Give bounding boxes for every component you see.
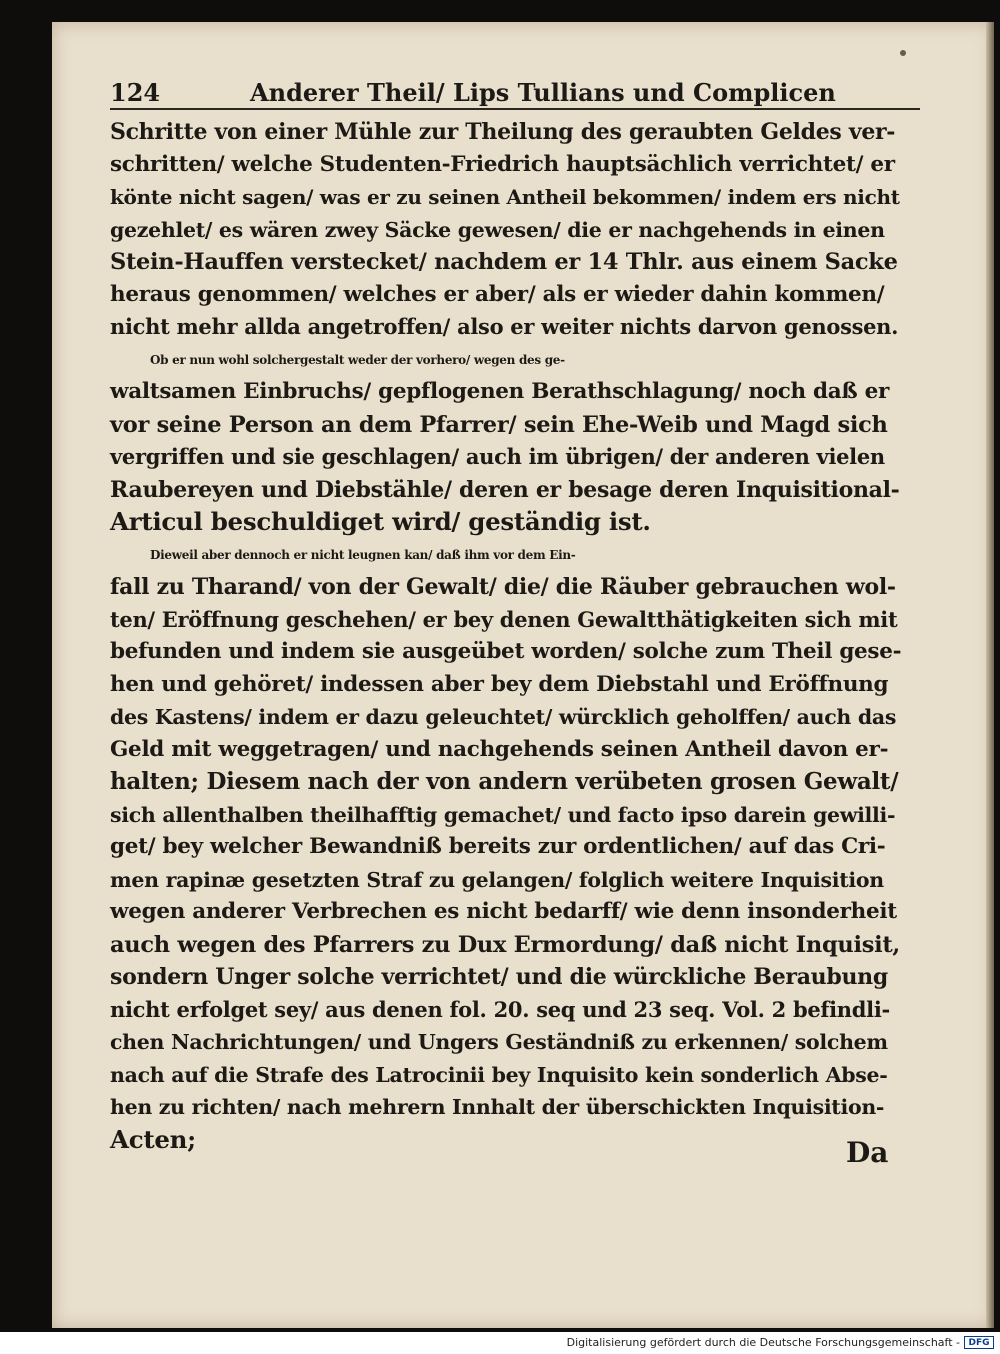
page-speck xyxy=(900,50,906,56)
text-line: befunden und indem sie ausgeübet worden/ solche zum Theil gese- xyxy=(110,639,902,664)
text-line: nicht erfolget sey/ aus denen fol. 20. seq und 23 seq. Vol. 2 befindli- xyxy=(110,996,890,1022)
dfg-logo[interactable]: DFG xyxy=(964,1336,994,1349)
catchword: Da xyxy=(846,1136,889,1169)
text-line: gezehlet/ es wären zwey Säcke gewesen/ die er nachgehends in einen xyxy=(110,217,885,242)
text-line: hen zu richten/ nach mehrern Innhalt der überschickten Inquisition- xyxy=(110,1095,885,1119)
text-line: sondern Unger solche verrichtet/ und die würckliche Beraubung xyxy=(110,964,888,990)
text-line: Ob er nun wohl solchergestalt weder der vorhero/ wegen des ge- xyxy=(150,352,565,367)
text-line: waltsamen Einbruchs/ gepflogenen Berathschlagung/ noch daß er xyxy=(110,379,890,404)
text-line: Schritte von einer Mühle zur Theilung des geraubten Geldes ver- xyxy=(110,119,896,145)
text-line: auch wegen des Pfarrers zu Dux Ermordung/ daß nicht Inquisit, xyxy=(110,931,900,958)
text-line: men rapinæ gesetzten Straf zu gelangen/ folglich weitere Inquisition xyxy=(110,867,884,892)
text-line: fall zu Tharand/ von der Gewalt/ die/ die Räuber gebrauchen wol- xyxy=(110,574,896,600)
text-line: vergriffen und sie geschlagen/ auch im übrigen/ der anderen vielen xyxy=(110,444,885,469)
page-header xyxy=(110,62,890,112)
text-line: Geld mit weggetragen/ und nachgehends seinen Antheil davon er- xyxy=(110,736,889,762)
page-edge-shadow xyxy=(986,22,994,1328)
text-line: vor seine Person an dem Pfarrer/ sein Ehe-Weib und Magd sich xyxy=(110,411,888,438)
page-number: 124 xyxy=(110,78,161,107)
text-line: halten; Diesem nach der von andern verübeten grosen Gewalt/ xyxy=(110,768,899,795)
footer-bar xyxy=(0,1332,1000,1354)
text-line: Stein-Hauffen verstecket/ nachdem er 14 Thlr. aus einem Sacke xyxy=(110,249,898,275)
text-line: Dieweil aber dennoch er nicht leugnen kan/ daß ihm vor dem Ein- xyxy=(150,547,576,562)
text-line: nicht mehr allda angetroffen/ also er weiter nichts darvon genossen. xyxy=(110,314,899,339)
body-text xyxy=(110,116,900,1156)
text-line: könte nicht sagen/ was er zu seinen Antheil bekommen/ indem ers nicht xyxy=(110,185,900,209)
header-rule xyxy=(110,108,920,110)
text-line: des Kastens/ indem er dazu geleuchtet/ würcklich geholffen/ auch das xyxy=(110,705,897,729)
text-line: Acten; xyxy=(110,1124,196,1154)
funding-notice: Digitalisierung gefördert durch die Deutsche Forschungsgemeinschaft - xyxy=(566,1336,960,1349)
text-line: Raubereyen und Diebstähle/ deren er besage deren Inquisitional- xyxy=(110,476,900,503)
text-line: nach auf die Strafe des Latrocinii bey Inquisito kein sonderlich Abse- xyxy=(110,1062,888,1087)
text-line: sich allenthalben theilhafftig gemachet/ und facto ipso darein gewilli- xyxy=(110,802,896,827)
text-line: schritten/ welche Studenten-Friedrich hauptsächlich verrichtet/ er xyxy=(110,151,895,177)
running-head: Anderer Theil/ Lips Tullians und Complicen xyxy=(250,78,836,107)
text-line: wegen anderer Verbrechen es nicht bedarff/ wie denn insonderheit xyxy=(110,899,897,924)
text-line: chen Nachrichtungen/ und Ungers Geständniß zu erkennen/ solchem xyxy=(110,1030,888,1054)
text-line: get/ bey welcher Bewandniß bereits zur ordentlichen/ auf das Cri- xyxy=(110,834,886,859)
text-line: Articul beschuldiget wird/ geständig ist. xyxy=(110,507,651,536)
text-line: ten/ Eröffnung geschehen/ er bey denen Gewaltthätigkeiten sich mit xyxy=(110,606,898,632)
text-line: heraus genommen/ welches er aber/ als er wieder dahin kommen/ xyxy=(110,281,885,307)
text-line: hen und gehöret/ indessen aber bey dem Diebstahl und Eröffnung xyxy=(110,671,889,697)
